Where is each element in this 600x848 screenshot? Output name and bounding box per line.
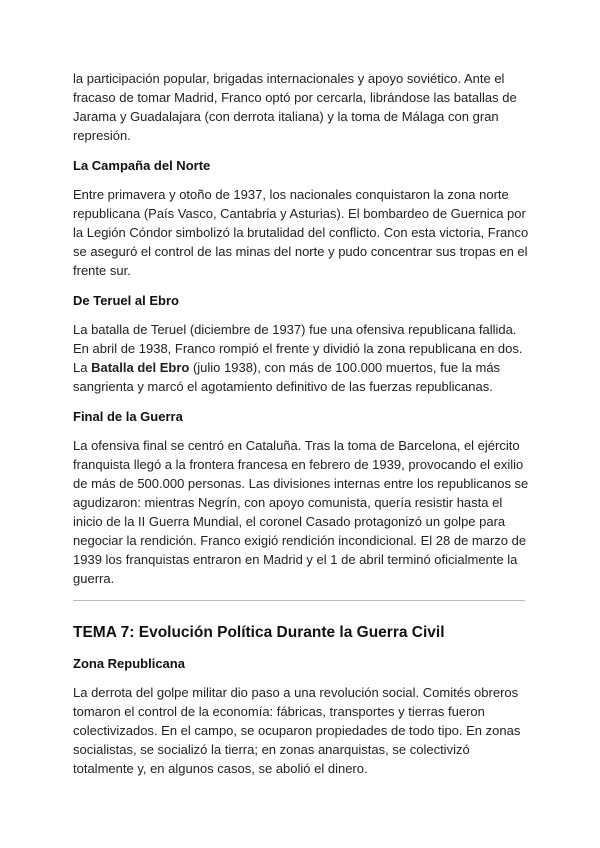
paragraph-final-guerra: La ofensiva final se centró en Cataluña. Tras la toma de Barcelona, el ejército franquista llegó a la frontera francesa en febrero de 1939, provocando el exilio de más de 500.000 personas. Las divisiones internas entre los republicanos se agudizaron: mientras Negrín, con apoyo comunista, quería resistir hasta el inicio de la II Guerra Mundial, el coronel Casado protagonizó un golpe para negociar la rendición. Franco exigió rendición incondicional. El 28 de marzo de 1939 los franquistas entraron en Madrid y el 1 de abril terminó oficialmente la guerra.	[73, 438, 529, 586]
paragraph-campana-norte: Entre primavera y otoño de 1937, los nacionales conquistaron la zona norte republicana (País Vasco, Cantabria y Asturias). El bombardeo de Guernica por la Legión Cóndor simbolizó la brutalidad del conflicto. Con esta victoria, Franco se aseguró el control de las minas del norte y pudo concentrar sus tropas en el frente sur.	[73, 187, 529, 278]
heading-zona-republicana: Zona Republicana	[73, 656, 185, 671]
heading-campana-norte: La Campaña del Norte	[73, 158, 211, 173]
batalla-ebro-bold: Batalla del Ebro	[91, 360, 190, 375]
horizontal-divider	[73, 600, 525, 601]
heading-final-guerra: Final de la Guerra	[73, 409, 183, 424]
paragraph-zona-republicana: La derrota del golpe militar dio paso a una revolución social. Comités obreros tomaron el control de la economía: fábricas, transportes y tierras fueron colectivizados. En el campo, se ocuparon propiedades de todo tipo. En zonas socialistas, se socializó la tierra; en zonas anarquistas, se colectivizó totalmente y, en algunos casos, se abolió el dinero.	[73, 685, 521, 776]
paragraph-teruel-ebro	[73, 320, 533, 396]
paragraph-teruel-text-before: La batalla de Teruel (diciembre de 1937) fue una ofensiva republicana fallida. En abril de 1938, Franco rompió el frente y dividió la zona republicana en dos. La	[73, 322, 523, 375]
intro-paragraph: la participación popular, brigadas internacionales y apoyo soviético. Ante el fracaso de tomar Madrid, Franco optó por cercarla, librándose las batallas de Jarama y Guadalajara (con derrota italiana) y la toma de Málaga con gran represión.	[73, 71, 517, 143]
paragraph-teruel-text-after: (julio 1938), con más de 100.000 muertos, fue la más sangrienta y marcó el agotamiento definitivo de las fuerzas republicanas.	[73, 360, 501, 394]
heading-teruel-ebro: De Teruel al Ebro	[73, 293, 179, 308]
tema7-title: TEMA 7: Evolución Política Durante la Guerra Civil	[73, 624, 445, 641]
document-body	[73, 69, 533, 790]
